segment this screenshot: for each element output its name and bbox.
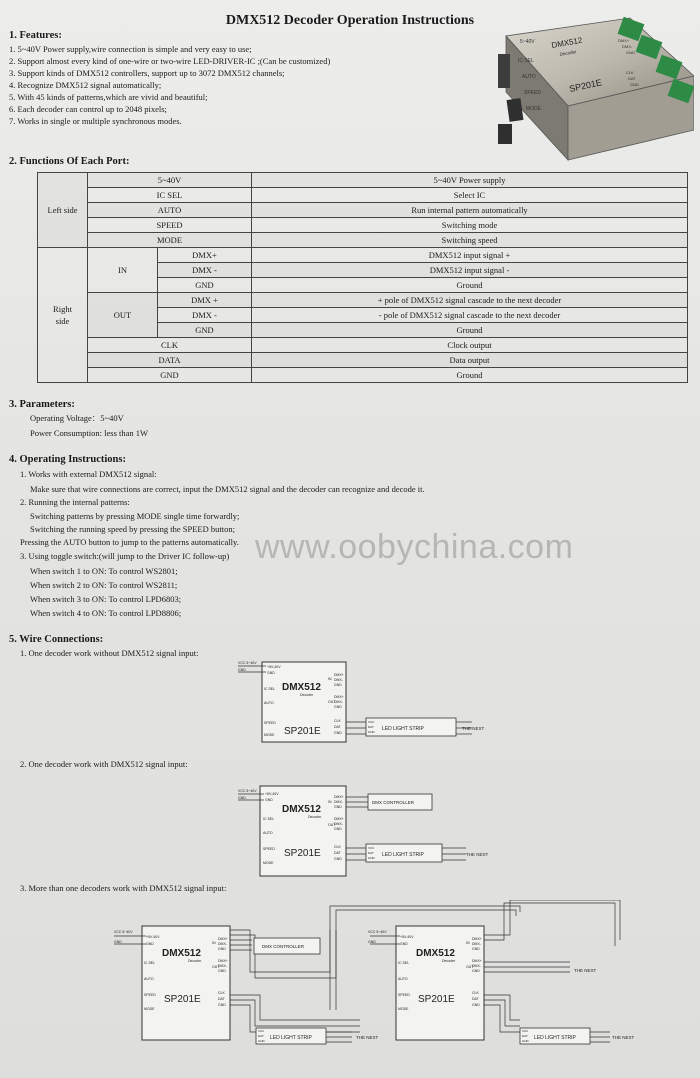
pin-label: DMX+	[334, 673, 344, 677]
port-description: DMX512 input signal -	[252, 263, 688, 278]
decoder-brand: DMX512	[416, 948, 455, 959]
port-name: DMX -	[158, 263, 252, 278]
the-next-label: THE NEXT	[466, 852, 489, 857]
in-tag: IN	[328, 800, 332, 804]
the-next-label: THE NEXT	[612, 1035, 635, 1040]
decoder-model: SP201E	[418, 994, 455, 1005]
feature-item: 5. With 45 kinds of patterns,which are vivid and beautiful;	[9, 92, 208, 102]
operating-line: Pressing the AUTO button to jump to the patterns automatically.	[20, 537, 239, 547]
wire-case-label: 3. More than one decoders work with DMX512 signal input:	[20, 883, 227, 893]
port-description: - pole of DMX512 signal cascade to the next decoder	[252, 308, 688, 323]
port-name: DMX -	[158, 308, 252, 323]
document-title: DMX512 Decoder Operation Instructions	[225, 13, 475, 28]
wiring-diagram-1	[236, 658, 496, 748]
watermark: www.oobychina.com	[255, 528, 574, 566]
decoder-sub: Decoder	[308, 815, 322, 819]
in-group-label: IN	[88, 248, 158, 293]
led-strip-label: LED LIGHT STRIP	[270, 1035, 312, 1041]
pin-label: DMX+	[218, 959, 228, 963]
operating-line: When switch 1 to ON: To control WS2801;	[30, 566, 178, 576]
port-name: DATA	[88, 353, 252, 368]
table-row	[38, 188, 688, 203]
gnd-label: GND	[114, 940, 122, 944]
pin-label: DAT	[334, 851, 341, 855]
port-name: IC SEL	[88, 188, 252, 203]
feature-item: 1. 5~40V Power supply,wire connection is simple and very easy to use;	[9, 44, 252, 54]
port-name: GND	[158, 278, 252, 293]
decoder-brand: DMX512	[162, 948, 201, 959]
pin-label: DMX-	[472, 942, 481, 946]
pin-label: GND	[472, 1003, 480, 1007]
pin-label: DAT	[522, 1034, 528, 1038]
decoder-brand: DMX512	[282, 682, 321, 693]
pin-label: AUTO	[144, 977, 154, 981]
pin-label: DMX+	[334, 817, 344, 821]
pin-label: GND	[218, 1003, 226, 1007]
photo-model: SP201E	[568, 77, 603, 94]
decoder-model: SP201E	[284, 726, 321, 737]
pin-label: CLK	[472, 991, 479, 995]
pin-label: AUTO	[264, 701, 274, 705]
port-description: Ground	[252, 368, 688, 383]
port-name: DMX +	[158, 293, 252, 308]
pin-label: DMX-	[334, 700, 343, 704]
port-name: CLK	[88, 338, 252, 353]
photo-brand: DMX512	[550, 35, 583, 50]
photo-right-label: DMX+	[618, 38, 630, 43]
decoder-model: SP201E	[284, 848, 321, 859]
the-next-label: THE NEXT	[574, 968, 597, 973]
out-tag: OUT	[328, 700, 336, 704]
pin-label: CLK	[334, 845, 341, 849]
pin-label: DAT	[334, 725, 341, 729]
operating-voltage: Operating Voltage：5~40V	[30, 413, 124, 423]
table-row	[38, 248, 688, 263]
the-next-label: THE NEXT	[356, 1035, 379, 1040]
in-tag: IN	[466, 941, 470, 945]
operating-line: 2. Running the internal patterns:	[20, 497, 130, 507]
port-description: Switching speed	[252, 233, 688, 248]
pin-label: GND	[334, 705, 342, 709]
table-row	[38, 368, 688, 383]
pin-label: VCC	[368, 720, 375, 724]
pin-label: GND	[146, 942, 154, 946]
pin-label: GND	[368, 856, 375, 860]
the-next-label: THE NEXT	[462, 726, 485, 731]
operating-line: When switch 2 to ON: To control WS2811;	[30, 580, 178, 590]
port-description: Clock output	[252, 338, 688, 353]
pin-label: VCC	[368, 846, 375, 850]
pin-label: GND	[265, 798, 273, 802]
pin-label: GND	[334, 731, 342, 735]
pin-label: GND	[472, 947, 480, 951]
table-row	[38, 353, 688, 368]
photo-right-label: DAT	[628, 76, 636, 81]
table-row	[38, 293, 688, 308]
out-tag: OUT	[466, 965, 474, 969]
table-row	[38, 218, 688, 233]
pin-label: GND	[368, 730, 375, 734]
pin-label: DAT	[472, 997, 479, 1001]
table-row	[38, 173, 688, 188]
operating-line: When switch 4 to ON: To control LPD8806;	[30, 608, 182, 618]
port-name: GND	[88, 368, 252, 383]
pin-label: MODE	[263, 861, 274, 865]
wire-heading: 5. Wire Connections:	[9, 634, 104, 645]
pin-label: DMX-	[334, 822, 343, 826]
pin-label: GND	[258, 1039, 265, 1043]
power-consumption: Power Consumption: less than 1W	[30, 428, 149, 438]
port-description: Run internal pattern automatically	[252, 203, 688, 218]
pin-label: MODE	[264, 733, 275, 737]
out-tag: OUT	[328, 823, 336, 827]
right-side-label: Right side	[38, 248, 88, 383]
port-description: 5~40V Power supply	[252, 173, 688, 188]
port-description: Switching mode	[252, 218, 688, 233]
port-name: AUTO	[88, 203, 252, 218]
pin-label: VCC	[522, 1029, 529, 1033]
photo-sub: Decoder	[559, 49, 577, 57]
led-strip-label: LED LIGHT STRIP	[382, 726, 424, 732]
port-description: Ground	[252, 323, 688, 338]
in-tag: IN	[328, 677, 332, 681]
pin-label: GND	[267, 671, 275, 675]
photo-left-label: IC SEL	[518, 58, 534, 64]
pin-label: GND	[522, 1039, 529, 1043]
port-description: Data output	[252, 353, 688, 368]
photo-left-label: AUTO	[522, 74, 536, 80]
led-strip-label: LED LIGHT STRIP	[534, 1035, 576, 1041]
pin-label: SPEED	[144, 993, 156, 997]
wire-case-label: 2. One decoder work with DMX512 signal input:	[20, 759, 188, 769]
pin-label: DAT	[368, 725, 374, 729]
in-tag: IN	[212, 941, 216, 945]
pin-label: DMX+	[472, 959, 482, 963]
wire-case-label: 1. One decoder work without DMX512 signal input:	[20, 648, 199, 658]
photo-left-label: MODE	[526, 106, 541, 112]
pin-label: DMX-	[218, 942, 227, 946]
decoder-sub: Decoder	[300, 693, 314, 697]
pin-label: DAT	[258, 1034, 264, 1038]
pin-label: DMX+	[334, 795, 344, 799]
pin-label: AUTO	[398, 977, 408, 981]
pin-label: DMX-	[334, 678, 343, 682]
pin-label: +5V-40V	[265, 792, 279, 796]
port-description: Ground	[252, 278, 688, 293]
pin-label: IC SEL	[398, 961, 410, 965]
pin-label: SPEED	[263, 847, 275, 851]
port-description: Select IC	[252, 188, 688, 203]
vcc-label: VCC 5~40V	[238, 661, 257, 665]
pin-label: GND	[334, 805, 342, 809]
wiring-diagram-2	[236, 784, 504, 880]
operating-line: When switch 3 to ON: To control LPD6803;	[30, 594, 182, 604]
feature-item: 3. Support kinds of DMX512 controllers, support up to 3072 DMX512 channels;	[9, 68, 285, 78]
dmx-controller-label: DMX CONTROLLER	[262, 944, 305, 949]
operating-line: Switching the running speed by pressing the SPEED button;	[30, 524, 235, 534]
vcc-label: VCC 5~40V	[238, 789, 257, 793]
pin-label: GND	[334, 827, 342, 831]
gnd-label: GND	[238, 796, 246, 800]
pin-label: DAT	[218, 997, 225, 1001]
pin-label: +5V-40V	[400, 935, 414, 939]
feature-item: 4. Recognize DMX512 signal automatically;	[9, 80, 162, 90]
decoder-sub: Decoder	[442, 959, 456, 963]
table-row	[38, 338, 688, 353]
port-name: 5~40V	[88, 173, 252, 188]
operating-line: 3. Using toggle switch:(will jump to the Driver IC follow-up)	[20, 551, 230, 561]
pin-label: DMX+	[218, 937, 228, 941]
features-heading: 1. Features:	[9, 30, 62, 41]
operating-line: Switching patterns by pressing MODE single time forwardly;	[30, 511, 240, 521]
pin-label: GND	[400, 942, 408, 946]
port-name: MODE	[88, 233, 252, 248]
decoder-model: SP201E	[164, 994, 201, 1005]
operating-heading: 4. Operating Instructions:	[9, 454, 126, 465]
pin-label: DMX+	[472, 937, 482, 941]
photo-power-label: 5~40V	[520, 39, 535, 45]
pin-label: SPEED	[398, 993, 410, 997]
port-name: GND	[158, 323, 252, 338]
pin-label: SPEED	[264, 721, 276, 725]
photo-right-label: GND	[630, 82, 639, 87]
vcc-label: VCC 5~40V	[114, 930, 133, 934]
pin-label: GND	[218, 947, 226, 951]
table-row	[38, 203, 688, 218]
led-strip-label: LED LIGHT STRIP	[382, 852, 424, 858]
pin-label: IC SEL	[263, 817, 275, 821]
pin-label: VCC	[258, 1029, 265, 1033]
wiring-diagram-3	[100, 900, 660, 1050]
photo-right-label: GND	[626, 50, 635, 55]
dmx-controller-label: DMX CONTROLLER	[372, 800, 415, 805]
left-side-label: Left side	[38, 173, 88, 248]
pin-label: MODE	[144, 1007, 155, 1011]
operating-line: 1. Works with external DMX512 signal:	[20, 469, 157, 479]
pin-label: IC SEL	[264, 687, 276, 691]
out-group-label: OUT	[88, 293, 158, 338]
feature-item: 2. Support almost every kind of one-wire or two-wire LED-DRIVER-IC ;(Can be customized)	[9, 56, 331, 66]
port-description: + pole of DMX512 signal cascade to the next decoder	[252, 293, 688, 308]
pin-label: GND	[334, 683, 342, 687]
table-row	[38, 233, 688, 248]
port-description: DMX512 input signal +	[252, 248, 688, 263]
pin-label: CLK	[218, 991, 225, 995]
pin-label: DMX+	[334, 695, 344, 699]
vcc-label: VCC 5~40V	[368, 930, 387, 934]
photo-right-label: CLK	[626, 70, 634, 75]
pin-label: GND	[334, 857, 342, 861]
functions-heading: 2. Functions Of Each Port:	[9, 156, 130, 167]
pin-label: DMX-	[218, 964, 227, 968]
port-functions-table	[37, 172, 688, 383]
decoder-brand: DMX512	[282, 804, 321, 815]
pin-label: GND	[472, 969, 480, 973]
pin-label: AUTO	[263, 831, 273, 835]
operating-line: Make sure that wire connections are correct, input the DMX512 signal and the decoder can recognize and decode it.	[30, 484, 425, 494]
port-name: SPEED	[88, 218, 252, 233]
photo-right-label: DMX-	[622, 44, 633, 49]
pin-label: DMX-	[472, 964, 481, 968]
parameters-heading: 3. Parameters:	[9, 399, 75, 410]
gnd-label: GND	[238, 668, 246, 672]
pin-label: +5V-40V	[146, 935, 160, 939]
feature-item: 6. Each decoder can control up to 2048 pixels;	[9, 104, 167, 114]
decoder-sub: Decoder	[188, 959, 202, 963]
feature-item: 7. Works in single or multiple synchronous modes.	[9, 116, 182, 126]
pin-label: +5V-40V	[267, 665, 281, 669]
out-tag: OUT	[212, 965, 220, 969]
pin-label: GND	[218, 969, 226, 973]
pin-label: IC SEL	[144, 961, 156, 965]
pin-label: CLK	[334, 719, 341, 723]
pin-label: DAT	[368, 851, 374, 855]
gnd-label: GND	[368, 940, 376, 944]
pin-label: DMX-	[334, 800, 343, 804]
decoder-photo	[498, 14, 694, 164]
pin-label: MODE	[398, 1007, 409, 1011]
photo-left-label: SPEED	[524, 90, 541, 96]
port-name: DMX+	[158, 248, 252, 263]
